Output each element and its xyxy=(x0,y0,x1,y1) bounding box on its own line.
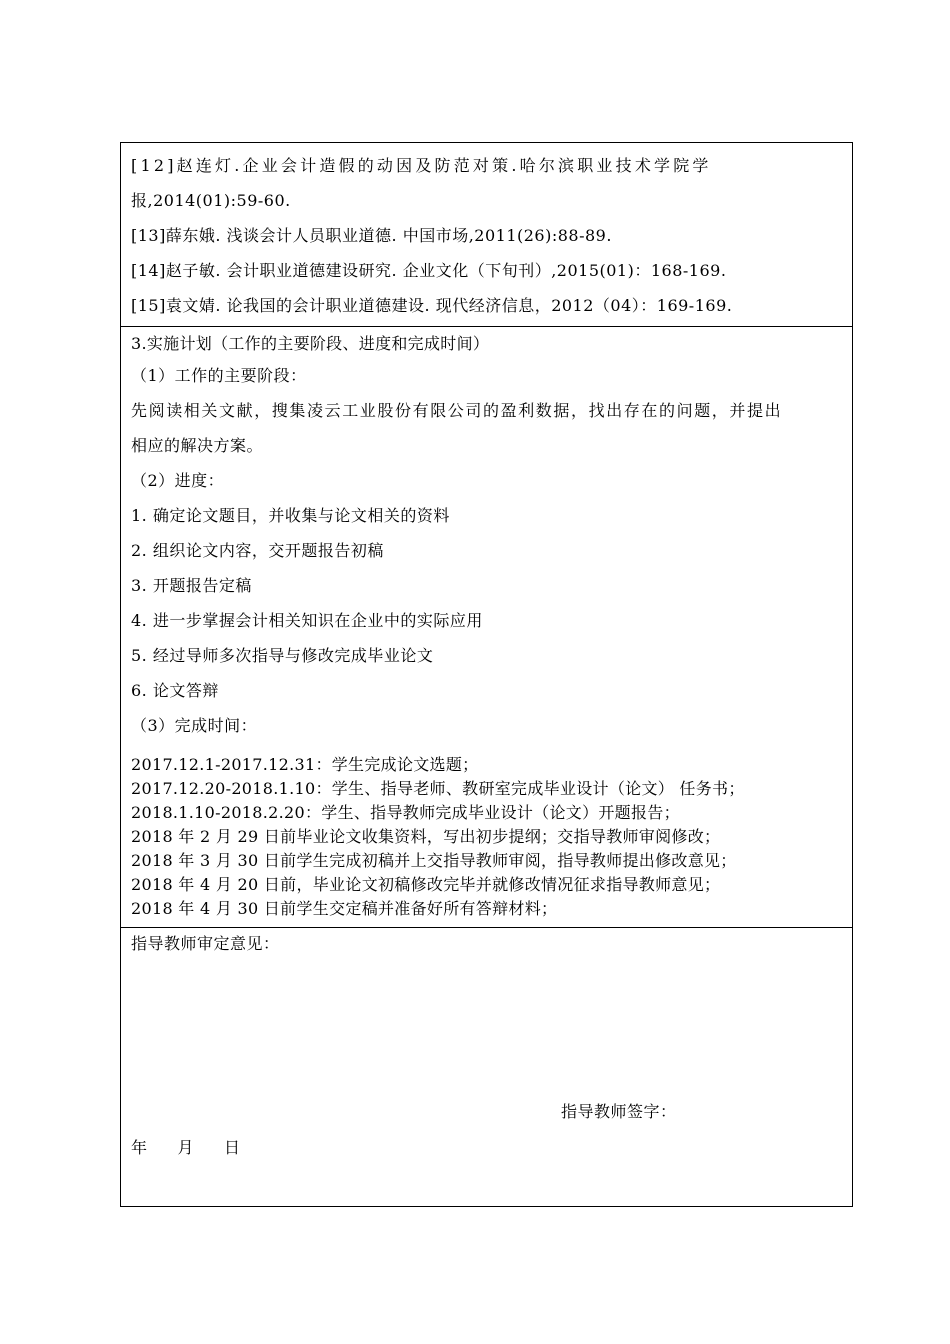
date-label: 年 月 日 xyxy=(131,1138,241,1157)
reference-item: [12]赵连灯.企业会计造假的动因及防范对策.哈尔滨职业技术学院学 xyxy=(131,156,712,175)
progress-item: 3. 开题报告定稿 xyxy=(131,576,252,595)
reference-item: [15]袁文婧. 论我国的会计职业道德建设. 现代经济信息，2012（04）：169-169. xyxy=(131,296,733,315)
schedule-item: 2018.1.10-2018.2.20：学生、指导教师完成毕业设计（论文）开题报告； xyxy=(131,803,680,822)
reference-item: 报,2014(01):59-60. xyxy=(131,191,291,210)
schedule-item: 2017.12.1-2017.12.31：学生完成论文选题； xyxy=(131,755,479,774)
progress-item: 5. 经过导师多次指导与修改完成毕业论文 xyxy=(131,646,434,665)
opinion-label: 指导教师审定意见： xyxy=(131,934,280,953)
references-cell xyxy=(121,143,852,327)
reference-item: [14]赵子敏. 会计职业道德建设研究. 企业文化（下旬刊）,2015(01)：168-169. xyxy=(131,261,727,280)
advisor-opinion-cell xyxy=(121,928,852,1206)
schedule-item: 2017.12.20-2018.1.10：学生、指导老师、教研室完成毕业设计（论文） 任务书； xyxy=(131,779,745,798)
signature-label: 指导教师签字： xyxy=(561,1102,677,1121)
stage-text: 相应的解决方案。 xyxy=(131,436,264,455)
schedule-item: 2018 年 4 月 20 日前，毕业论文初稿修改完毕并就修改情况征求指导教师意见； xyxy=(131,875,721,894)
time-title: （3）完成时间： xyxy=(131,716,258,735)
progress-item: 2. 组织论文内容，交开题报告初稿 xyxy=(131,541,384,560)
schedule-item: 2018 年 3 月 30 日前学生完成初稿并上交指导教师审阅，指导教师提出修改意见； xyxy=(131,851,737,870)
stage-title: （1）工作的主要阶段： xyxy=(131,366,307,385)
proposal-form-table xyxy=(120,142,853,1207)
progress-item: 1. 确定论文题目，并收集与论文相关的资料 xyxy=(131,506,450,525)
progress-title: （2）进度： xyxy=(131,471,225,490)
stage-text: 先阅读相关文献，搜集凌云工业股份有限公司的盈利数据，找出存在的问题，并提出 xyxy=(131,401,783,420)
reference-item: [13]薛东娥. 浅谈会计人员职业道德. 中国市场,2011(26):88-89. xyxy=(131,226,612,245)
implementation-plan-cell xyxy=(121,327,852,928)
schedule-item: 2018 年 2 月 29 日前毕业论文收集资料，写出初步提纲；交指导教师审阅修改； xyxy=(131,827,721,846)
schedule-item: 2018 年 4 月 30 日前学生交定稿并准备好所有答辩材料； xyxy=(131,899,558,918)
progress-item: 4. 进一步掌握会计相关知识在企业中的实际应用 xyxy=(131,611,483,630)
plan-heading: 3.实施计划（工作的主要阶段、进度和完成时间） xyxy=(131,334,490,353)
progress-item: 6. 论文答辩 xyxy=(131,681,219,700)
